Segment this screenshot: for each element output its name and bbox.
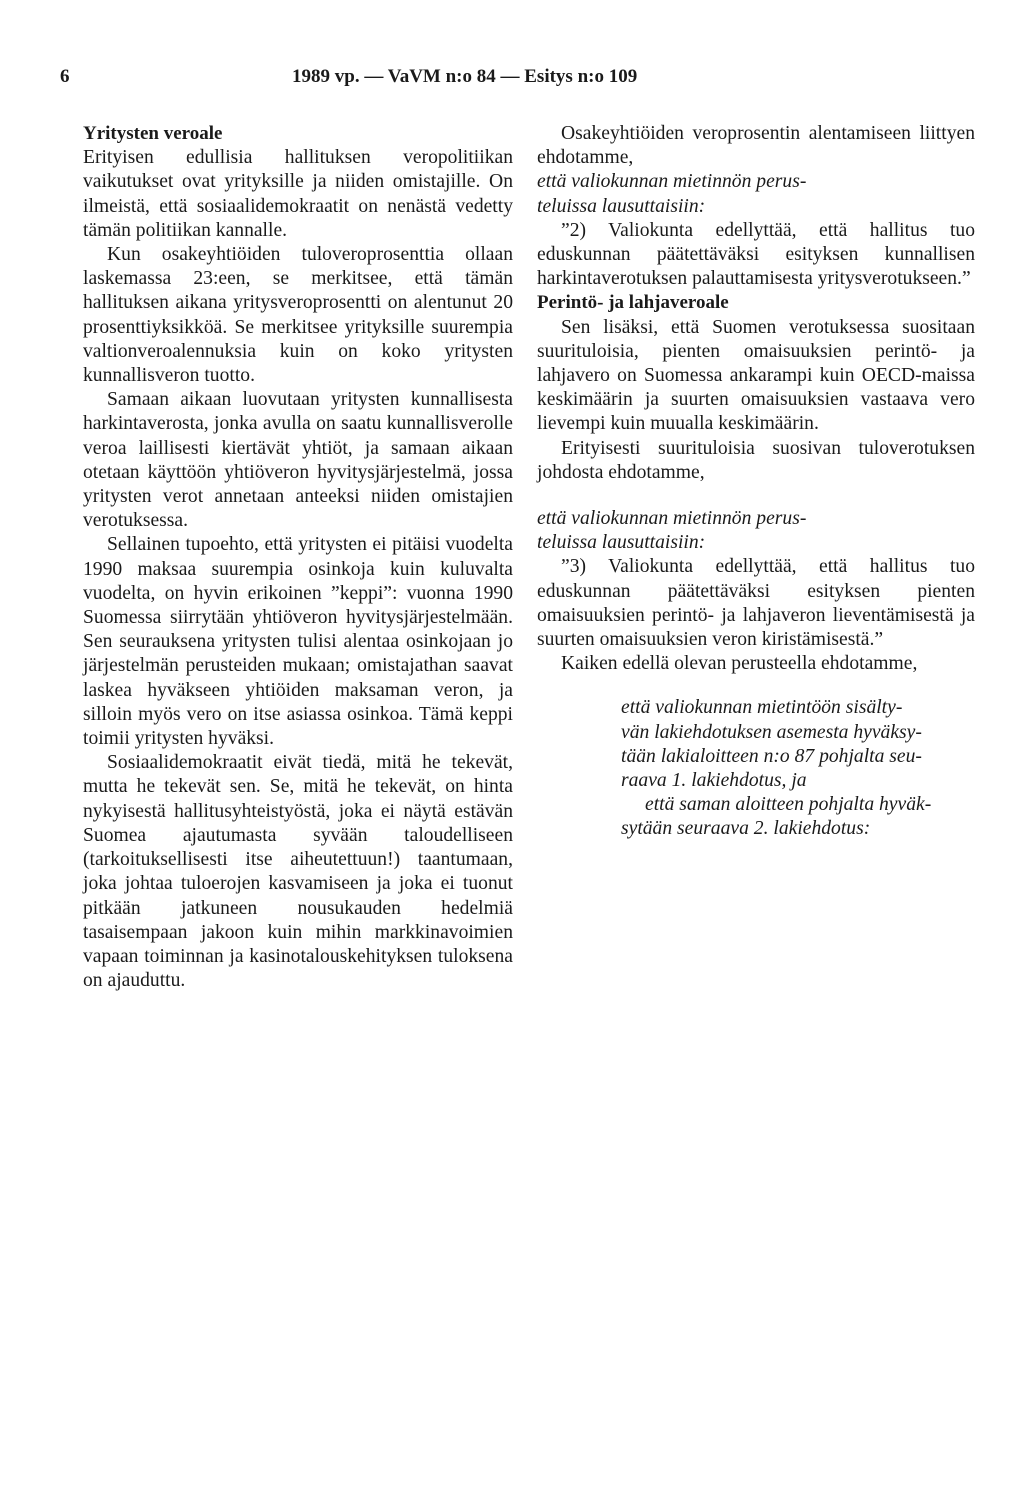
proposal-italic [537,170,975,218]
paragraph: Kaiken edellä olevan perusteella ehdotamme, [561,653,918,675]
italic-line: vän lakiehdotuksen asemesta hyväksy- [621,721,922,743]
italic-line: raava 1. lakiehdotus, ja [621,770,807,792]
paragraph: Erityisen edullisia hallituksen veropolitiikan vaikutukset ovat yrityksille ja niiden omistajille. On ilmeistä, että sosiaalidemokraatit on nenästä vedetty tämän politiikan kannalle. [83,147,513,241]
left-column [83,122,513,993]
paragraph: Sosiaalidemokraatit eivät tiedä, mitä he tekevät, mutta he tekevät sen. Se, mitä he tekevät, on hinta nykyisestä hallitusyhteistyöstä, joka ei näytä estävän Suomea ajautumasta syvään taloudelliseen (tarkoituksellisesti itse aiheutettuun!) taantumaan, joka johtaa tuloerojen kasvamiseen ja joka ei tuonut pitkään jatkuneen nousukauden hedelmiä tasaisempaan jakoon kuin mihin markkinavoimien vapaan toiminnan ja kasinotalouskehityksen tuloksena on ajauduttu. [83,752,513,992]
italic-line: että valiokunnan mietintöön sisälty- [621,697,903,719]
paragraph: Sen lisäksi, että Suomen verotuksessa suositaan suurituloisia, pienten omaisuuksien perintö- ja lahjavero on Suomessa ankarampi kuin OECD-maissa keskimäärin ja suurten omaisuuksien vastaava vero lievempi kuin muualla keskimäärin. [537,316,975,435]
paragraph: Erityisesti suurituloisia suosivan tuloverotuksen johdosta ehdotamme, [537,437,975,483]
proposal-italic [537,507,975,555]
italic-line: että valiokunnan mietinnön perus- [537,508,807,530]
running-head: 1989 vp. — VaVM n:o 84 — Esitys n:o 109 [292,66,638,87]
paragraph: Kun osakeyhtiöiden tuloveroprosenttia ollaan laskemassa 23:een, se merkitsee, että tämän hallituksen aikana yritysveroprosentti on alentunut 20 prosenttiyksikköä. Se merkitsee yrityksille suurempia valtionveroalennuksia kuin on koko yritysten kunnallisveron tuotto. [83,244,513,387]
page-header [60,66,970,96]
statement-quote-2: ”2) Valiokunta edellyttää, että hallitus tuo eduskunnan päätettäväksi esityksen kunnallisen harkintaverotuksen palauttamisesta yritysverotukseen.” [537,219,975,290]
italic-line: teluissa lausuttaisiin: [537,195,706,217]
proposal-italic [621,696,975,793]
proposal-italic [621,793,975,841]
statement-quote-3: ”3) Valiokunta edellyttää, että hallitus tuo eduskunnan päätettäväksi esityksen pienten omaisuuksien perintö- ja lahjaveron lieventämisestä ja suurten omaisuuksien veron kiristämisestä.” [537,556,975,651]
paragraph: Samaan aikaan luovutaan yritysten kunnallisesta harkintaverosta, jonka avulla on saatu kunnallisverolle veroa laillisesti kiertävät yhtiöt, ja samaan aikaan otetaan käyttöön yhtiöveron hyvitysjärjestelmä, jossa yritysten verot annetaan anteeksi niiden omistajien verotuksessa. [83,389,513,532]
paragraph: Sellainen tupoehto, että yritysten ei pitäisi vuodelta 1990 maksaa suurempia osinkoja kuin kuluvalta vuodelta, on hyvin erikoinen ”keppi”: vuonna 1990 Suomessa siirrytään yhtiöveron hyvitysjärjestelmään. Sen seurauksena yritysten tulisi alentaa osinkojaan jo järjestelmän perusteiden mukaan; omistajathan saavat laskea hyväkseen yhtiöiden maksaman veron, ja silloin myös vero on itse asiassa osinkoa. Tämä keppi toimii yritysten hyväksi. [83,534,513,750]
right-column [537,122,975,842]
italic-line: että saman aloitteen pohjalta hyväk- [645,794,932,816]
italic-line: teluissa lausuttaisiin: [537,532,706,554]
italic-line: että valiokunnan mietinnön perus- [537,171,807,193]
section-heading-yritysten-veroale: Yritysten veroale [83,123,223,144]
page-number: 6 [60,66,70,87]
intro-paragraph: Osakeyhtiöiden veroprosentin alentamiseen liittyen ehdotamme, [537,123,975,169]
section-heading-perinto: Perintö- ja lahjaveroale [537,292,729,314]
italic-line: sytään seuraava 2. lakiehdotus: [621,818,871,840]
italic-line: tään lakialoitteen n:o 87 pohjalta seu- [621,745,922,767]
